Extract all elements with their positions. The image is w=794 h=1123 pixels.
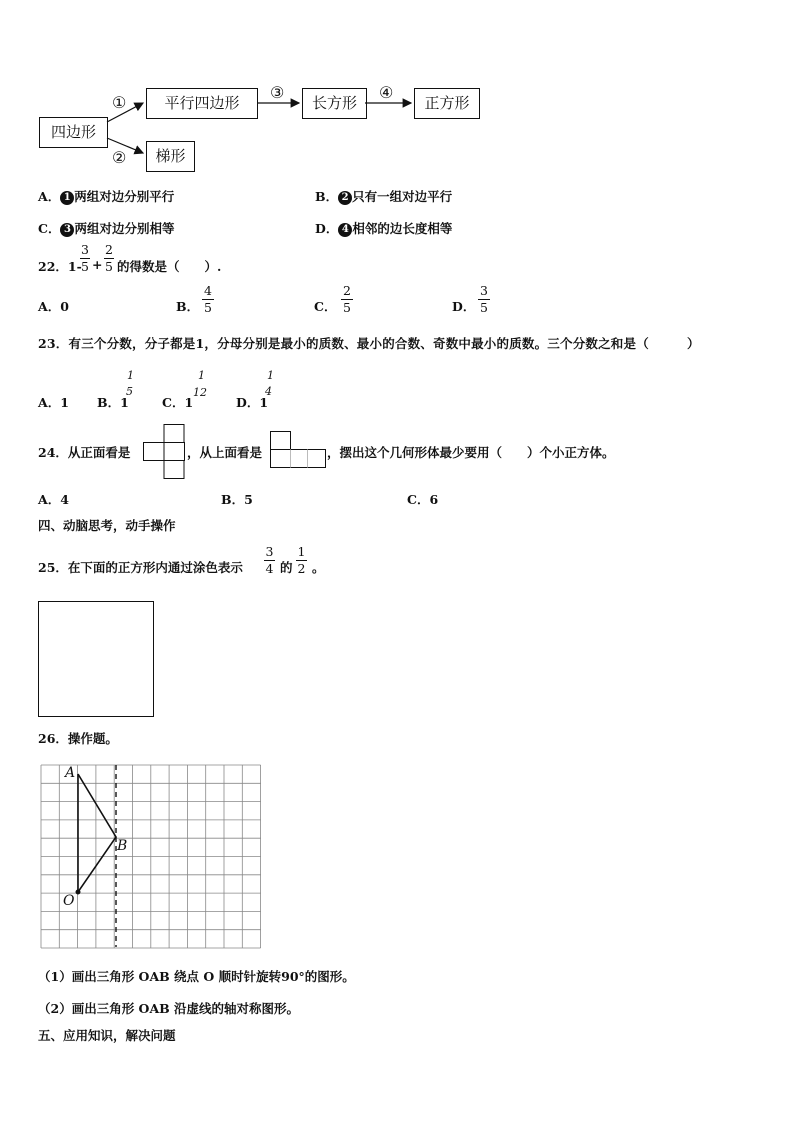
q21-option-c[interactable]: C． 3 两组对边分别相等 <box>38 221 175 236</box>
point-b-label: B <box>117 838 128 854</box>
q22-option-c-fraction: 2 5 <box>341 284 353 315</box>
q26-title: 26．操作题。 <box>38 731 118 746</box>
q23-text: 23．有三个分数，分子都是1，分母分别是最小的质数、最小的合数、奇数中最小的质数。三个分数之和是（ ） <box>38 336 700 351</box>
circled-4-icon: 4 <box>338 223 352 237</box>
point-a-label: A <box>65 765 76 781</box>
q24-part-1: 24．从正面看是 <box>38 445 131 460</box>
q25-mid: 的 <box>280 560 293 575</box>
q23-option-d-sup: 1 <box>267 369 274 382</box>
q24-part-2: ，从上面看是 <box>187 445 263 460</box>
q25-fraction-1: 3 4 <box>265 544 274 576</box>
front-view-figure <box>143 424 185 480</box>
marker-3: ③ <box>270 83 285 102</box>
q25-fraction-2: 1 2 <box>297 544 306 576</box>
q22-fraction-2: 2 5 <box>105 242 113 274</box>
q23-option-c-sup: 1 <box>198 369 205 382</box>
q26-step-2: （2）画出三角形 OAB 沿虚线的轴对称图形。 <box>38 1001 300 1016</box>
trapezoid-box: 梯形 <box>146 141 195 172</box>
q25-prefix: 25．在下面的正方形内通过涂色表示 <box>38 560 243 575</box>
marker-1: ① <box>112 93 127 112</box>
marker-2: ② <box>112 148 127 167</box>
marker-4: ④ <box>379 83 394 102</box>
section-4-heading: 四、动脑思考，动手操作 <box>38 518 176 533</box>
q24-option-b[interactable]: B．5 <box>221 492 253 507</box>
q23-option-b-sup: 1 <box>127 369 134 382</box>
q22-option-b-fraction: 4 5 <box>202 284 214 315</box>
q24-part-3: ，摆出这个几何形体最少要用（ ）个小正方体。 <box>327 445 615 460</box>
q22-plus: + <box>92 257 103 272</box>
shading-square[interactable] <box>38 601 154 717</box>
q22-option-d[interactable]: D． <box>452 299 476 314</box>
point-o-label: O <box>63 893 75 909</box>
q25-suffix: 。 <box>312 560 325 575</box>
q22-prefix: 22．1- <box>38 259 82 274</box>
q22-option-c[interactable]: C． <box>314 299 337 314</box>
q22-option-d-fraction: 3 5 <box>478 284 490 315</box>
q24-option-c[interactable]: C．6 <box>407 492 439 507</box>
top-view-figure <box>270 431 328 469</box>
quadrilateral-box: 四边形 <box>39 117 108 148</box>
q23-option-b-sub: 5 <box>126 385 133 398</box>
q24-option-a[interactable]: A．4 <box>38 492 69 507</box>
section-5-heading: 五、应用知识，解决问题 <box>38 1028 176 1043</box>
q23-option-d[interactable]: D．1 <box>236 395 269 410</box>
circled-3-icon: 3 <box>60 223 74 237</box>
q21-option-d[interactable]: D． 4 相邻的边长度相等 <box>315 221 453 236</box>
q22-suffix: 的得数是（ ）. <box>117 259 222 274</box>
q21-option-a[interactable]: A． 1 两组对边分别平行 <box>38 189 175 204</box>
operation-grid[interactable] <box>38 762 268 952</box>
q23-option-d-sub: 4 <box>265 385 272 398</box>
q23-option-c[interactable]: C．1 <box>162 395 194 410</box>
q22-option-b[interactable]: B． <box>176 299 200 314</box>
q26-step-1: （1）画出三角形 OAB 绕点 O 顺时针旋转90°的图形。 <box>38 969 355 984</box>
parallelogram-box: 平行四边形 <box>146 88 258 119</box>
q22-option-a[interactable]: A．0 <box>38 299 69 314</box>
q21-option-b[interactable]: B． 2 只有一组对边平行 <box>315 189 453 204</box>
circled-1-icon: 1 <box>60 191 74 205</box>
circled-2-icon: 2 <box>338 191 352 205</box>
q23-option-b[interactable]: B．1 <box>97 395 129 410</box>
q23-option-c-sub: 12 <box>193 386 207 399</box>
q23-option-a[interactable]: A．1 <box>38 395 69 410</box>
rectangle-box: 长方形 <box>302 88 367 119</box>
q22-fraction-1: 3 5 <box>81 242 89 274</box>
square-box: 正方形 <box>414 88 480 119</box>
